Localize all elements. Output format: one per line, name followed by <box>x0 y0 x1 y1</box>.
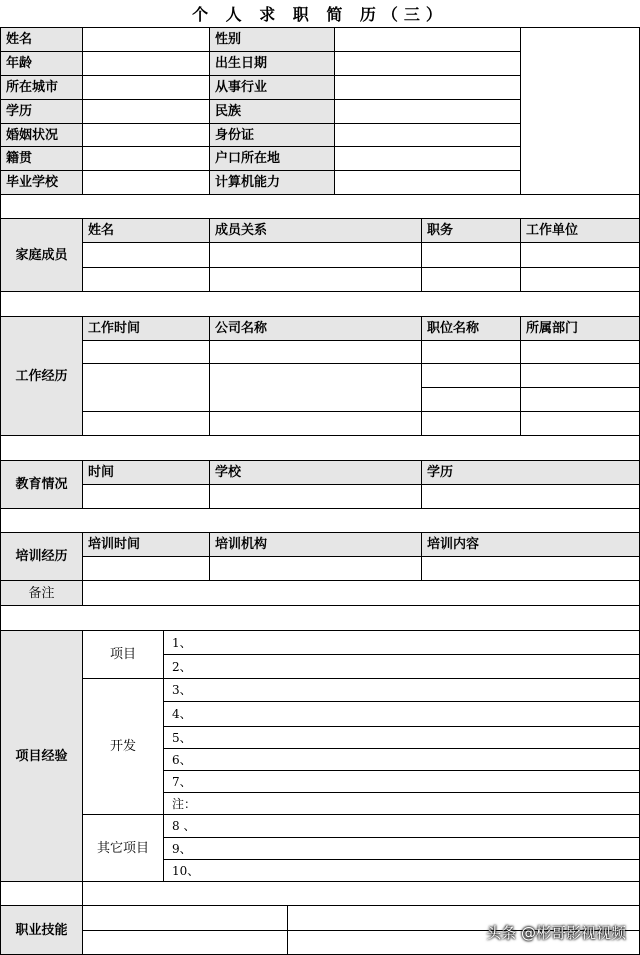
work-cell[interactable] <box>421 340 521 364</box>
project-line[interactable]: 2、 <box>163 654 640 679</box>
training-header-institution: 培训机构 <box>209 532 422 557</box>
work-cell[interactable] <box>209 363 422 412</box>
city-field[interactable] <box>82 75 210 100</box>
education-header-degree: 学历 <box>421 460 640 485</box>
training-cell[interactable] <box>82 556 210 581</box>
school-label: 毕业学校 <box>0 170 83 195</box>
education-cell[interactable] <box>82 484 210 509</box>
training-header-time: 培训时间 <box>82 532 210 557</box>
family-cell[interactable] <box>520 267 640 292</box>
family-cell[interactable] <box>421 242 521 268</box>
project-line[interactable]: 4、 <box>163 701 640 727</box>
work-cell[interactable] <box>82 363 210 412</box>
gender-field[interactable] <box>334 27 521 52</box>
project-line[interactable]: 8 、 <box>163 814 640 838</box>
hukou-label: 户口所在地 <box>209 146 335 171</box>
industry-label: 从事行业 <box>209 75 335 100</box>
education-cell[interactable] <box>421 484 640 509</box>
remarks-label: 备注 <box>0 580 83 606</box>
family-cell[interactable] <box>421 267 521 292</box>
school-field[interactable] <box>82 170 210 195</box>
degree-label: 学历 <box>0 99 83 124</box>
work-cell[interactable] <box>520 340 640 364</box>
name-label: 姓名 <box>0 27 83 52</box>
work-cell[interactable] <box>421 411 521 436</box>
spacer-cell <box>0 881 83 906</box>
work-cell[interactable] <box>520 363 640 388</box>
skills-section-label: 职业技能 <box>0 905 83 955</box>
age-label: 年龄 <box>0 51 83 76</box>
photo-box[interactable] <box>520 27 640 195</box>
hukou-field[interactable] <box>334 146 521 171</box>
family-cell[interactable] <box>82 267 210 292</box>
work-section-label: 工作经历 <box>0 316 83 436</box>
project-line[interactable]: 10、 <box>163 859 640 882</box>
work-cell[interactable] <box>520 387 640 412</box>
family-header-employer: 工作单位 <box>520 218 640 243</box>
work-cell[interactable] <box>520 411 640 436</box>
watermark: 头条 @彬哥影视视频 <box>486 924 626 942</box>
family-cell[interactable] <box>209 267 422 292</box>
family-header-name: 姓名 <box>82 218 210 243</box>
work-header-company: 公司名称 <box>209 316 422 341</box>
id-card-field[interactable] <box>334 123 521 147</box>
computer-skill-field[interactable] <box>334 170 521 195</box>
project-group-project: 项目 <box>82 630 164 679</box>
name-field[interactable] <box>82 27 210 52</box>
project-line[interactable]: 5、 <box>163 726 640 749</box>
age-field[interactable] <box>82 51 210 76</box>
education-cell[interactable] <box>209 484 422 509</box>
computer-skill-label: 计算机能力 <box>209 170 335 195</box>
skills-cell[interactable] <box>82 930 288 955</box>
spacer-row <box>0 605 640 631</box>
ethnicity-field[interactable] <box>334 99 521 124</box>
work-cell[interactable] <box>421 387 521 412</box>
work-header-time: 工作时间 <box>82 316 210 341</box>
spacer-row <box>0 291 640 317</box>
birthdate-field[interactable] <box>334 51 521 76</box>
marital-field[interactable] <box>82 123 210 147</box>
work-cell[interactable] <box>209 340 422 364</box>
project-line[interactable]: 1、 <box>163 630 640 655</box>
id-card-label: 身份证 <box>209 123 335 147</box>
page-title: 个 人 求 职 简 历（三） <box>192 5 448 24</box>
native-place-field[interactable] <box>82 146 210 171</box>
project-line[interactable]: 6、 <box>163 748 640 771</box>
projects-section-label: 项目经验 <box>0 630 83 882</box>
family-cell[interactable] <box>520 242 640 268</box>
work-cell[interactable] <box>82 340 210 364</box>
ethnicity-label: 民族 <box>209 99 335 124</box>
project-group-development: 开发 <box>82 678 164 815</box>
birthdate-label: 出生日期 <box>209 51 335 76</box>
family-cell[interactable] <box>209 242 422 268</box>
spacer-row <box>0 435 640 461</box>
training-cell[interactable] <box>421 556 640 581</box>
training-cell[interactable] <box>209 556 422 581</box>
spacer-row <box>0 508 640 533</box>
industry-field[interactable] <box>334 75 521 100</box>
remarks-field[interactable] <box>82 580 640 606</box>
education-header-time: 时间 <box>82 460 210 485</box>
project-group-other: 其它项目 <box>82 814 164 882</box>
family-section-label: 家庭成员 <box>0 218 83 292</box>
work-cell[interactable] <box>209 411 422 436</box>
project-line[interactable]: 3、 <box>163 678 640 702</box>
work-cell[interactable] <box>421 363 521 388</box>
training-section-label: 培训经历 <box>0 532 83 581</box>
training-header-content: 培训内容 <box>421 532 640 557</box>
project-line[interactable]: 9、 <box>163 837 640 860</box>
gender-label: 性别 <box>209 27 335 52</box>
skills-cell[interactable] <box>82 905 288 931</box>
marital-label: 婚姻状况 <box>0 123 83 147</box>
native-place-label: 籍贯 <box>0 146 83 171</box>
degree-field[interactable] <box>82 99 210 124</box>
family-cell[interactable] <box>82 242 210 268</box>
project-note-line[interactable]: 注： <box>163 792 640 815</box>
spacer-row <box>0 194 640 219</box>
family-header-relation: 成员关系 <box>209 218 422 243</box>
family-header-position: 职务 <box>421 218 521 243</box>
work-header-department: 所属部门 <box>520 316 640 341</box>
work-cell[interactable] <box>82 411 210 436</box>
education-header-school: 学校 <box>209 460 422 485</box>
spacer-cell <box>82 881 640 906</box>
project-line[interactable]: 7、 <box>163 770 640 793</box>
work-header-title: 职位名称 <box>421 316 521 341</box>
city-label: 所在城市 <box>0 75 83 100</box>
education-section-label: 教育情况 <box>0 460 83 509</box>
